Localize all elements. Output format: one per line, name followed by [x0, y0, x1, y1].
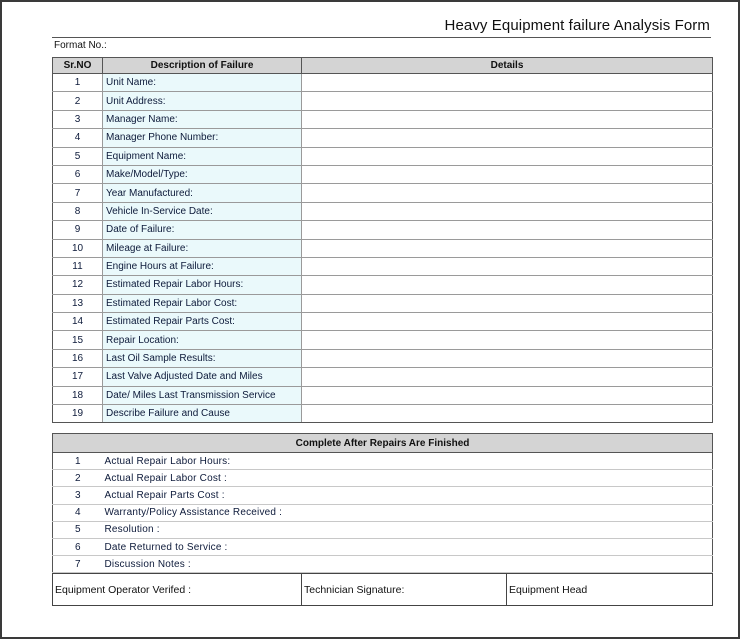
row-number: 15: [53, 331, 103, 349]
repair-row: [53, 487, 713, 504]
repair-row-number: 6: [53, 538, 103, 555]
repair-field-label[interactable]: Actual Repair Parts Cost :: [103, 487, 713, 504]
failure-description-label: Make/Model/Type:: [103, 165, 302, 183]
details-cell[interactable]: [302, 313, 713, 331]
details-cell[interactable]: [302, 165, 713, 183]
repair-row-number: 7: [53, 556, 103, 573]
row-number: 19: [53, 405, 103, 423]
repair-row: [53, 504, 713, 521]
repair-row: [53, 470, 713, 487]
details-cell[interactable]: [302, 294, 713, 312]
failure-description-label: Unit Address:: [103, 92, 302, 110]
repair-row: [53, 453, 713, 470]
failure-description-label: Year Manufactured:: [103, 184, 302, 202]
failure-description-label: Last Oil Sample Results:: [103, 349, 302, 367]
failure-description-label: Describe Failure and Cause: [103, 405, 302, 423]
failure-description-label: Estimated Repair Labor Cost:: [103, 294, 302, 312]
details-cell[interactable]: [302, 349, 713, 367]
table-row: [53, 221, 713, 239]
repair-header-row: [53, 434, 713, 453]
repair-field-label[interactable]: Resolution :: [103, 521, 713, 538]
row-number: 14: [53, 313, 103, 331]
details-cell[interactable]: [302, 257, 713, 275]
failure-description-label: Equipment Name:: [103, 147, 302, 165]
details-cell[interactable]: [302, 184, 713, 202]
repair-row-number: 4: [53, 504, 103, 521]
details-cell[interactable]: [302, 129, 713, 147]
row-number: 8: [53, 202, 103, 220]
equipment-head-field[interactable]: Equipment Head: [509, 583, 588, 596]
details-cell[interactable]: [302, 202, 713, 220]
row-number: 16: [53, 349, 103, 367]
row-number: 17: [53, 368, 103, 386]
details-cell[interactable]: [302, 239, 713, 257]
table-header-row: [53, 58, 713, 74]
row-number: 1: [53, 74, 103, 92]
row-number: 4: [53, 129, 103, 147]
table-row: [53, 129, 713, 147]
table-row: [53, 368, 713, 386]
details-cell[interactable]: [302, 386, 713, 404]
repair-section-header: Complete After Repairs Are Finished: [53, 434, 713, 453]
row-number: 5: [53, 147, 103, 165]
format-number-label: Format No.:: [54, 40, 107, 51]
row-number: 3: [53, 110, 103, 128]
signature-table: [52, 573, 713, 606]
form-title: Heavy Equipment failure Analysis Form: [444, 17, 710, 34]
failure-description-label: Date/ Miles Last Transmission Service: [103, 386, 302, 404]
details-cell[interactable]: [302, 276, 713, 294]
failure-description-label: Last Valve Adjusted Date and Miles: [103, 368, 302, 386]
failure-description-label: Estimated Repair Parts Cost:: [103, 313, 302, 331]
repair-row-number: 5: [53, 521, 103, 538]
signature-row: [53, 574, 713, 606]
row-number: 13: [53, 294, 103, 312]
repair-completion-table: [52, 433, 713, 573]
title-divider: [52, 37, 711, 38]
repair-field-label[interactable]: Date Returned to Service :: [103, 538, 713, 555]
table-row: [53, 202, 713, 220]
table-row: [53, 294, 713, 312]
details-cell[interactable]: [302, 221, 713, 239]
table-row: [53, 276, 713, 294]
technician-signature-field[interactable]: Technician Signature:: [302, 574, 507, 606]
table-row: [53, 349, 713, 367]
table-row: [53, 147, 713, 165]
table-row: [53, 92, 713, 110]
details-cell[interactable]: [302, 110, 713, 128]
details-cell[interactable]: [302, 331, 713, 349]
row-number: 10: [53, 239, 103, 257]
repair-row-number: 2: [53, 470, 103, 487]
failure-description-label: Engine Hours at Failure:: [103, 257, 302, 275]
table-row: [53, 184, 713, 202]
table-row: [53, 313, 713, 331]
failure-description-label: Repair Location:: [103, 331, 302, 349]
table-row: [53, 405, 713, 423]
table-row: [53, 331, 713, 349]
row-number: 9: [53, 221, 103, 239]
details-cell[interactable]: [302, 405, 713, 423]
operator-verified-field[interactable]: Equipment Operator Verifed :: [53, 574, 302, 606]
table-row: [53, 386, 713, 404]
table-row: [53, 110, 713, 128]
repair-field-label[interactable]: Actual Repair Labor Hours:: [103, 453, 713, 470]
row-number: 18: [53, 386, 103, 404]
table-row: [53, 257, 713, 275]
header-details: Details: [302, 58, 713, 74]
failure-description-label: Date of Failure:: [103, 221, 302, 239]
row-number: 11: [53, 257, 103, 275]
details-cell[interactable]: [302, 147, 713, 165]
header-sr-no: Sr.NO: [53, 58, 103, 74]
failure-description-label: Unit Name:: [103, 74, 302, 92]
failure-description-label: Estimated Repair Labor Hours:: [103, 276, 302, 294]
repair-field-label[interactable]: Discussion Notes :: [103, 556, 713, 573]
repair-field-label[interactable]: Warranty/Policy Assistance Received :: [103, 504, 713, 521]
row-number: 7: [53, 184, 103, 202]
repair-field-label[interactable]: Actual Repair Labor Cost :: [103, 470, 713, 487]
repair-row-number: 3: [53, 487, 103, 504]
row-number: 2: [53, 92, 103, 110]
failure-description-label: Vehicle In-Service Date:: [103, 202, 302, 220]
repair-row-number: 1: [53, 453, 103, 470]
failure-description-label: Manager Name:: [103, 110, 302, 128]
failure-details-table: [52, 57, 713, 423]
details-cell[interactable]: [302, 92, 713, 110]
failure-description-label: Mileage at Failure:: [103, 239, 302, 257]
repair-row: [53, 521, 713, 538]
row-number: 12: [53, 276, 103, 294]
table-row: [53, 74, 713, 92]
table-row: [53, 239, 713, 257]
repair-row: [53, 538, 713, 555]
failure-description-label: Manager Phone Number:: [103, 129, 302, 147]
details-cell[interactable]: [302, 368, 713, 386]
table-row: [53, 165, 713, 183]
details-cell[interactable]: [302, 74, 713, 92]
row-number: 6: [53, 165, 103, 183]
repair-row: [53, 556, 713, 573]
header-description: Description of Failure: [103, 58, 302, 74]
